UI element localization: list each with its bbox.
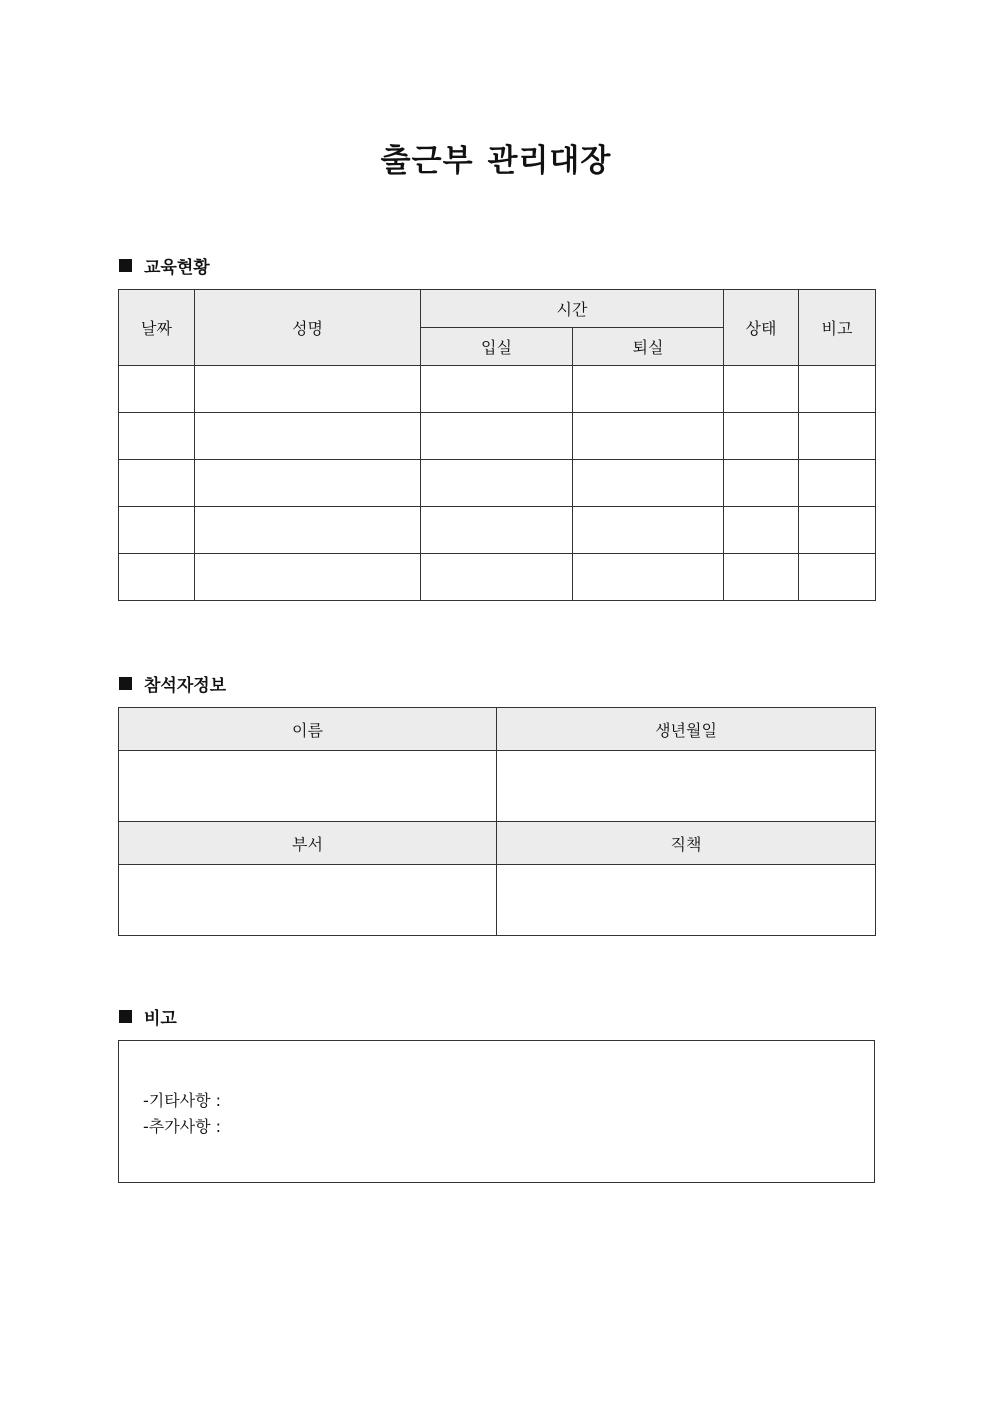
table-cell[interactable] <box>195 366 421 413</box>
table-cell[interactable] <box>573 413 724 460</box>
table-row <box>119 507 876 554</box>
birthdate-field[interactable] <box>497 751 876 822</box>
page-title-part2: 관리대장 <box>487 143 612 179</box>
table-cell[interactable] <box>724 554 799 601</box>
table-cell[interactable] <box>119 413 195 460</box>
square-bullet-icon <box>119 677 132 690</box>
table-cell[interactable] <box>573 507 724 554</box>
name-field[interactable] <box>119 751 497 822</box>
notes-box[interactable] <box>118 1040 875 1183</box>
square-bullet-icon <box>119 1010 132 1023</box>
page-title <box>0 135 992 180</box>
table-cell[interactable] <box>799 554 876 601</box>
position-label: 직책 <box>497 822 876 865</box>
table-cell[interactable] <box>421 460 573 507</box>
table-cell[interactable] <box>799 460 876 507</box>
table-cell[interactable] <box>724 413 799 460</box>
column-header-time-out: 퇴실 <box>573 328 724 366</box>
table-cell[interactable] <box>119 460 195 507</box>
notes-line-additional: -추가사항 : <box>143 1117 222 1136</box>
table-cell[interactable] <box>724 366 799 413</box>
table-cell[interactable] <box>573 366 724 413</box>
attendee-info-table <box>118 707 876 936</box>
attendee-section-heading <box>119 671 226 695</box>
table-cell[interactable] <box>421 554 573 601</box>
table-row <box>119 460 876 507</box>
table-cell[interactable] <box>119 366 195 413</box>
table-cell[interactable] <box>421 366 573 413</box>
table-cell[interactable] <box>119 507 195 554</box>
department-field[interactable] <box>119 865 497 936</box>
table-row <box>119 366 876 413</box>
table-cell[interactable] <box>119 554 195 601</box>
birthdate-label: 생년월일 <box>497 708 876 751</box>
column-header-status: 상태 <box>724 290 799 366</box>
education-heading-label: 교육현황 <box>144 257 210 278</box>
table-row <box>119 554 876 601</box>
column-header-time: 시간 <box>421 290 724 328</box>
table-cell[interactable] <box>799 507 876 554</box>
notes-heading-label: 비고 <box>144 1008 177 1029</box>
education-section-heading <box>119 253 210 277</box>
table-cell[interactable] <box>573 554 724 601</box>
table-cell[interactable] <box>724 507 799 554</box>
page-title-part1: 출근부 <box>380 143 474 179</box>
table-cell[interactable] <box>195 507 421 554</box>
table-cell[interactable] <box>799 366 876 413</box>
column-header-remarks: 비고 <box>799 290 876 366</box>
department-label: 부서 <box>119 822 497 865</box>
table-cell[interactable] <box>799 413 876 460</box>
attendee-heading-label: 참석자정보 <box>144 675 227 696</box>
position-field[interactable] <box>497 865 876 936</box>
name-label: 이름 <box>119 708 497 751</box>
square-bullet-icon <box>119 259 132 272</box>
table-cell[interactable] <box>421 413 573 460</box>
table-cell[interactable] <box>421 507 573 554</box>
notes-section-heading <box>119 1004 177 1028</box>
table-cell[interactable] <box>195 554 421 601</box>
table-cell[interactable] <box>724 460 799 507</box>
table-cell[interactable] <box>195 413 421 460</box>
column-header-name: 성명 <box>195 290 421 366</box>
column-header-time-in: 입실 <box>421 328 573 366</box>
column-header-date: 날짜 <box>119 290 195 366</box>
table-cell[interactable] <box>573 460 724 507</box>
education-table <box>118 289 876 601</box>
table-row <box>119 413 876 460</box>
notes-line-other: -기타사항 : <box>143 1091 222 1110</box>
table-cell[interactable] <box>195 460 421 507</box>
